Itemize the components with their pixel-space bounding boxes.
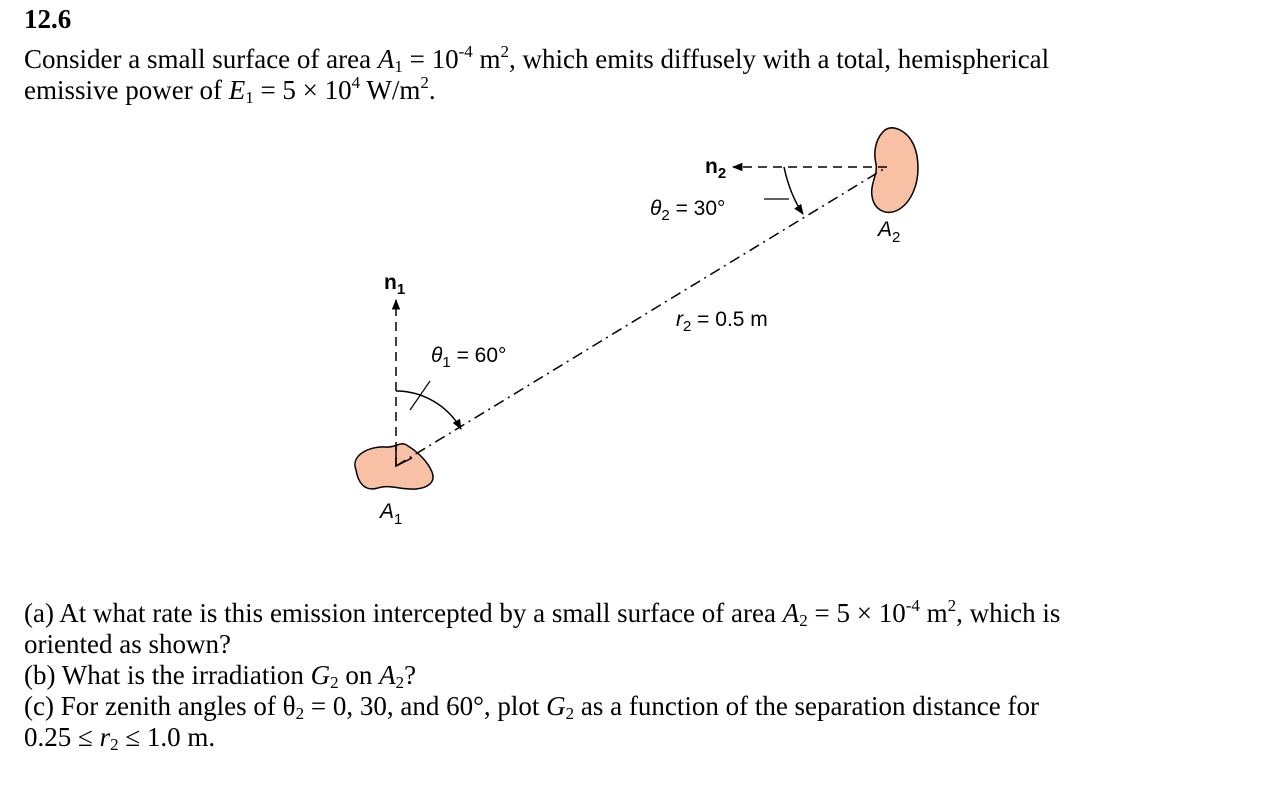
- question-a-line-2: oriented as shown?: [24, 629, 231, 659]
- question-c-line-2: $0.25 \le r_2 \le 1.0$ m.: [24, 722, 216, 754]
- problem-number: 12.6: [24, 4, 72, 34]
- theta1-label: $\theta_1 = 60^\circ$: [431, 344, 507, 371]
- theta1-leader: [410, 381, 430, 410]
- question-b: (b) What is the irradiation $G_2$ on $A_2$?: [24, 660, 417, 692]
- n2-label: $n_2$: [705, 155, 727, 182]
- theta2-label: $\theta_2 = 30^\circ$: [650, 197, 726, 224]
- line-of-sight: [396, 167, 887, 466]
- theta2-arc: [784, 167, 803, 214]
- theta1-arc: [396, 391, 461, 429]
- surface-a2-shape: [872, 128, 918, 212]
- statement-line-2: emissive power of $E_1 = 5 \times 10^4$ $W/m^2$.: [24, 73, 436, 107]
- a2-label: $A_2$: [878, 218, 901, 246]
- statement-line-1: Consider a small surface of area $A_1 = 10^{-4}$ $m^2$, which emits diffusely with a total, hemispherical: [24, 42, 1050, 76]
- n1-label: $n_1$: [384, 271, 406, 298]
- question-c-line-1: (c) For zenith angles of $\theta_2 = 0$, 30, and 60°, plot $G_2$ as a function of the separation distance for: [24, 691, 1039, 723]
- r2-label: $r_2 = 0.5$ m: [676, 308, 768, 335]
- question-a-line-1: (a) At what rate is this emission intercepted by a small surface of area $A_2 = 5 \times 10^{-4}$ $m^2$, which is: [24, 596, 1061, 630]
- a1-label: $A_1$: [380, 500, 403, 528]
- questions: [24, 598, 1060, 753]
